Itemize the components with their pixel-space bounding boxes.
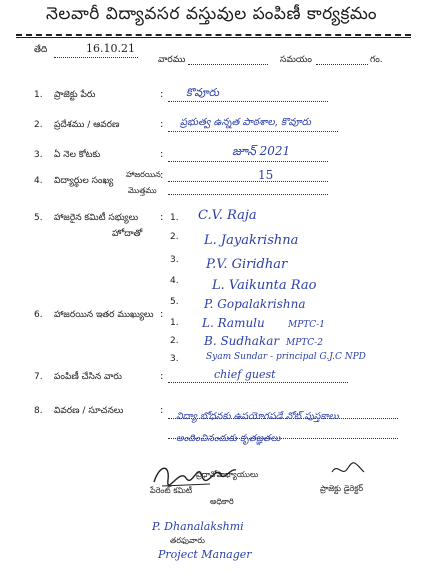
colon: : [160, 309, 164, 320]
manager-sub: తరఫువారు [170, 536, 205, 545]
title-rule [16, 37, 411, 38]
field-sub-total: మొత్తము [128, 186, 157, 195]
member-num: 1. [170, 213, 179, 223]
colon: : [160, 119, 164, 130]
committee-signature-label: పేరెంట్ కమిటీ [150, 486, 193, 495]
other-name: B. Sudhakar [204, 334, 280, 348]
colon: : [160, 170, 164, 181]
director-signature-label: ప్రాజెక్టు డైరెక్టర్ [320, 484, 364, 493]
other-name: L. Ramulu [202, 316, 265, 330]
day-dots [188, 64, 268, 65]
committee-stamp-text: ప్రధానోపాధ్యాయులు [196, 470, 259, 479]
field-label-month: ఏ నెల కోటకు [54, 150, 101, 160]
member-num: 4. [170, 276, 179, 286]
field-dots-4b [168, 194, 328, 195]
member-name: P.V. Giridhar [206, 257, 288, 272]
field-dots-3 [168, 161, 328, 162]
field-value-distributed-by: chief guest [214, 368, 276, 381]
member-name: L. Jayakrishna [204, 233, 299, 248]
field-label-students: విద్యార్థుల సంఖ్య [54, 176, 114, 186]
other-role: MPTC-1 [288, 320, 325, 330]
field-num-4: 4. [34, 176, 43, 186]
field-label-committee: హాజరైన కమిటీ సభ్యులు [54, 213, 139, 223]
field-dots-2 [168, 131, 338, 132]
field-value-project: కొవూరు [186, 86, 219, 99]
date-label: తేది [34, 45, 48, 55]
field-dots-7 [168, 382, 348, 383]
field-label-location: ప్రదేశము / ఆవరణ [54, 120, 120, 130]
manager-name: P. Dhanalakshmi [152, 520, 244, 533]
member-name: C.V. Raja [198, 208, 257, 223]
field-num-7: 7. [34, 372, 43, 382]
field-num-2: 2. [34, 120, 43, 130]
day-label: వారము [158, 55, 186, 65]
time-unit: గం. [370, 55, 383, 65]
member-name: L. Vaikunta Rao [212, 278, 317, 293]
colon: : [160, 405, 164, 416]
time-dots [316, 64, 368, 65]
other-name: Syam Sundar - principal G.J.C NPD [206, 352, 366, 362]
field-num-8: 8. [34, 406, 43, 416]
member-num: 5. [170, 297, 179, 307]
other-num: 2. [170, 336, 179, 346]
field-label-remarks: వివరణ / సూచనలు [54, 406, 124, 416]
colon: : [160, 89, 164, 100]
field-num-3: 3. [34, 150, 43, 160]
other-num: 3. [170, 354, 179, 364]
field-label-distributed-by: పంపిణీ చేసిన వారు [54, 372, 122, 382]
manager-role: Project Manager [158, 548, 252, 561]
field-label-project: ప్రాజెక్టు పేరు [54, 90, 96, 100]
member-num: 2. [170, 232, 179, 242]
colon: : [160, 149, 164, 160]
field-dots-4a [168, 181, 328, 182]
field-num-5: 5. [34, 213, 43, 223]
field-value-month: జూన్ 2021 [232, 144, 291, 158]
field-num-6: 6. [34, 310, 43, 320]
field-value-remarks: విద్యా బోధనకు ఉపయోగపడే నోట్ పుస్తకాలు అందించినందుకు కృతజ్ఞతలు [176, 411, 339, 444]
field-label-others: హాజరయిన ఇతర ముఖ్యులు [54, 310, 154, 320]
member-name: P. Gopalakrishna [204, 297, 306, 311]
field-value-students: 15 [258, 168, 274, 182]
field-num-1: 1. [34, 90, 43, 100]
form-title: నెలవారీ విద్యావసర వస్తువుల పంపిణీ కార్యక్రమం [46, 4, 377, 24]
date-value: 16.10.21 [86, 42, 135, 55]
colon: : [160, 371, 164, 382]
committee-signature-sub: అధికారి [210, 497, 234, 506]
other-role: MPTC-2 [286, 338, 323, 348]
time-label: సమయం [280, 55, 312, 65]
other-num: 1. [170, 318, 179, 328]
colon: : [160, 212, 164, 223]
director-signature-image [330, 458, 366, 482]
date-dots [54, 57, 138, 58]
member-num: 3. [170, 255, 179, 265]
field-value-location: ప్రభుత్వ ఉన్నత పాఠశాల, కొవూరు [180, 117, 311, 128]
field-sub-designation: హోదాతో [112, 229, 143, 239]
title-underline [16, 34, 411, 36]
field-sub-attended: హాజరయిన [126, 170, 161, 179]
